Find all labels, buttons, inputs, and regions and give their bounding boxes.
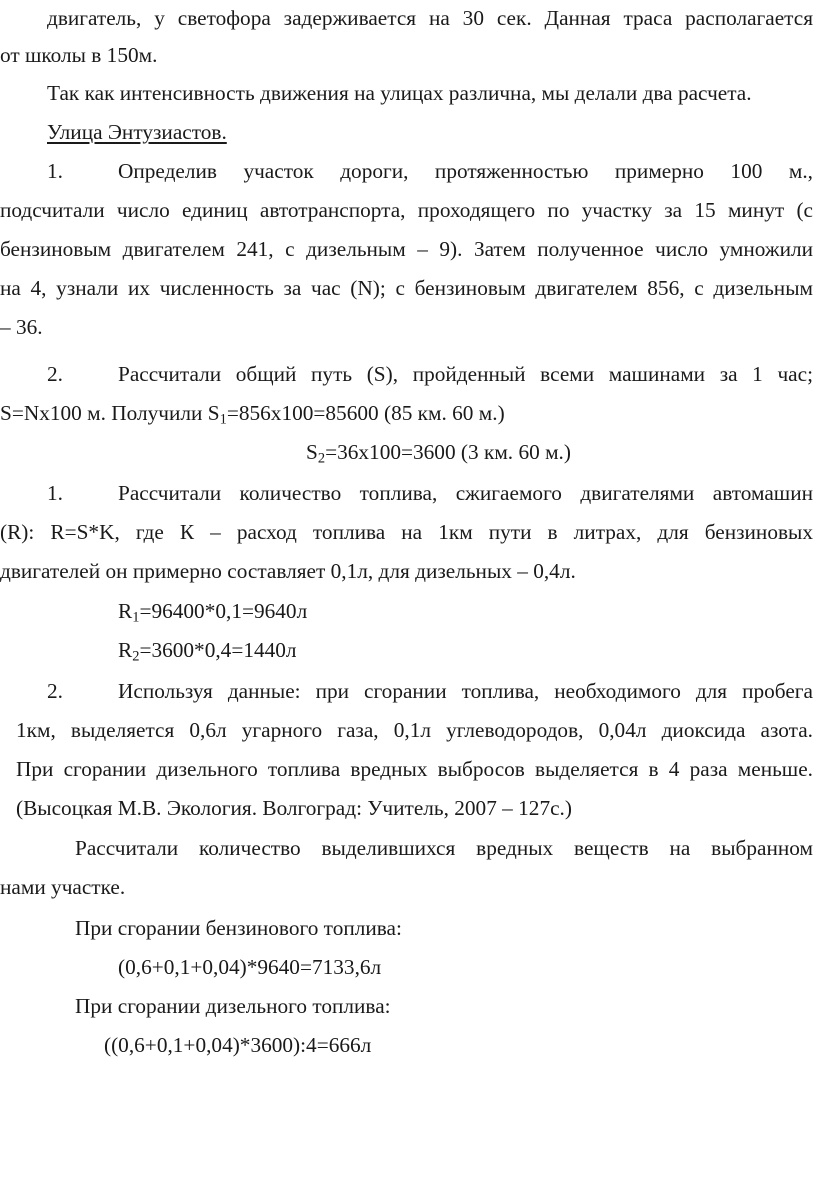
paragraph-line: нами участке. bbox=[0, 875, 126, 899]
formula-text: R bbox=[118, 599, 133, 623]
list-item-line: Используя данные: при сгорании топлива, необходимого для пробега bbox=[118, 679, 813, 703]
list-number: 2. bbox=[47, 362, 63, 386]
list-item-line: – 36. bbox=[0, 315, 43, 339]
list-item-line: Рассчитали количество топлива, сжигаемого двигателями автомашин bbox=[118, 481, 813, 505]
formula-line bbox=[118, 597, 307, 625]
paragraph-line: Так как интенсивность движения на улицах различна, мы делали два расчета. bbox=[47, 81, 752, 105]
list-number: 2. bbox=[47, 679, 63, 703]
subscript: 2 bbox=[132, 648, 140, 665]
formula-line bbox=[0, 399, 505, 427]
formula-text: R bbox=[118, 638, 133, 662]
formula-line bbox=[118, 636, 297, 664]
subscript: 1 bbox=[219, 411, 227, 428]
formula-text: =856х100=85600 (85 км. 60 м.) bbox=[226, 401, 505, 425]
subscript: 2 bbox=[317, 450, 326, 467]
list-item-line: бензиновым двигателем 241, с дизельным – 9). Затем полученное число умножили bbox=[0, 237, 813, 261]
list-item-line: двигателей он примерно составляет 0,1л, для дизельных – 0,4л. bbox=[0, 559, 576, 583]
formula-line bbox=[306, 438, 571, 466]
list-item-line: При сгорании дизельного топлива вредных выбросов выделяется в 4 раза меньше. bbox=[16, 757, 813, 781]
formula-text: =3600*0,4=1440л bbox=[139, 638, 297, 662]
paragraph-line: Рассчитали количество выделившихся вредных веществ на выбранном bbox=[75, 836, 813, 860]
citation-line: (Высоцкая М.В. Экология. Волгоград: Учитель, 2007 – 127с.) bbox=[16, 796, 572, 820]
formula-text: =96400*0,1=9640л bbox=[139, 599, 308, 623]
list-item-line: 1км, выделяется 0,6л угарного газа, 0,1л углеводородов, 0,04л диоксида азота. bbox=[16, 718, 813, 742]
section-heading: Улица Энтузиастов. bbox=[47, 120, 227, 144]
paragraph-line: от школы в 150м. bbox=[0, 43, 158, 67]
formula-text: S=Nх100 м. Получили S bbox=[0, 401, 220, 425]
calc-label: При сгорании бензинового топлива: bbox=[75, 916, 402, 940]
subscript: 1 bbox=[132, 609, 140, 626]
list-item-line: на 4, узнали их численность за час (N); с бензиновым двигателем 856, с дизельным bbox=[0, 276, 813, 300]
list-item-line: Рассчитали общий путь (S), пройденный всеми машинами за 1 час; bbox=[118, 362, 813, 386]
list-item-line: подсчитали число единиц автотранспорта, проходящего по участку за 15 минут (с bbox=[0, 198, 813, 222]
list-number: 1. bbox=[47, 481, 63, 505]
paragraph-line: двигатель, у светофора задерживается на 30 сек. Данная траса располагается bbox=[47, 6, 813, 30]
list-number: 1. bbox=[47, 159, 63, 183]
formula-text: =36х100=3600 (3 км. 60 м.) bbox=[325, 440, 571, 464]
calc-label: При сгорании дизельного топлива: bbox=[75, 994, 391, 1018]
calc-formula: ((0,6+0,1+0,04)*3600):4=666л bbox=[104, 1033, 372, 1057]
formula-text: S bbox=[306, 440, 318, 464]
calc-formula: (0,6+0,1+0,04)*9640=7133,6л bbox=[118, 955, 382, 979]
list-item-line: Определив участок дороги, протяженностью примерно 100 м., bbox=[118, 159, 813, 183]
list-item-line: (R): R=S*K, где К – расход топлива на 1км пути в литрах, для бензиновых bbox=[0, 520, 813, 544]
